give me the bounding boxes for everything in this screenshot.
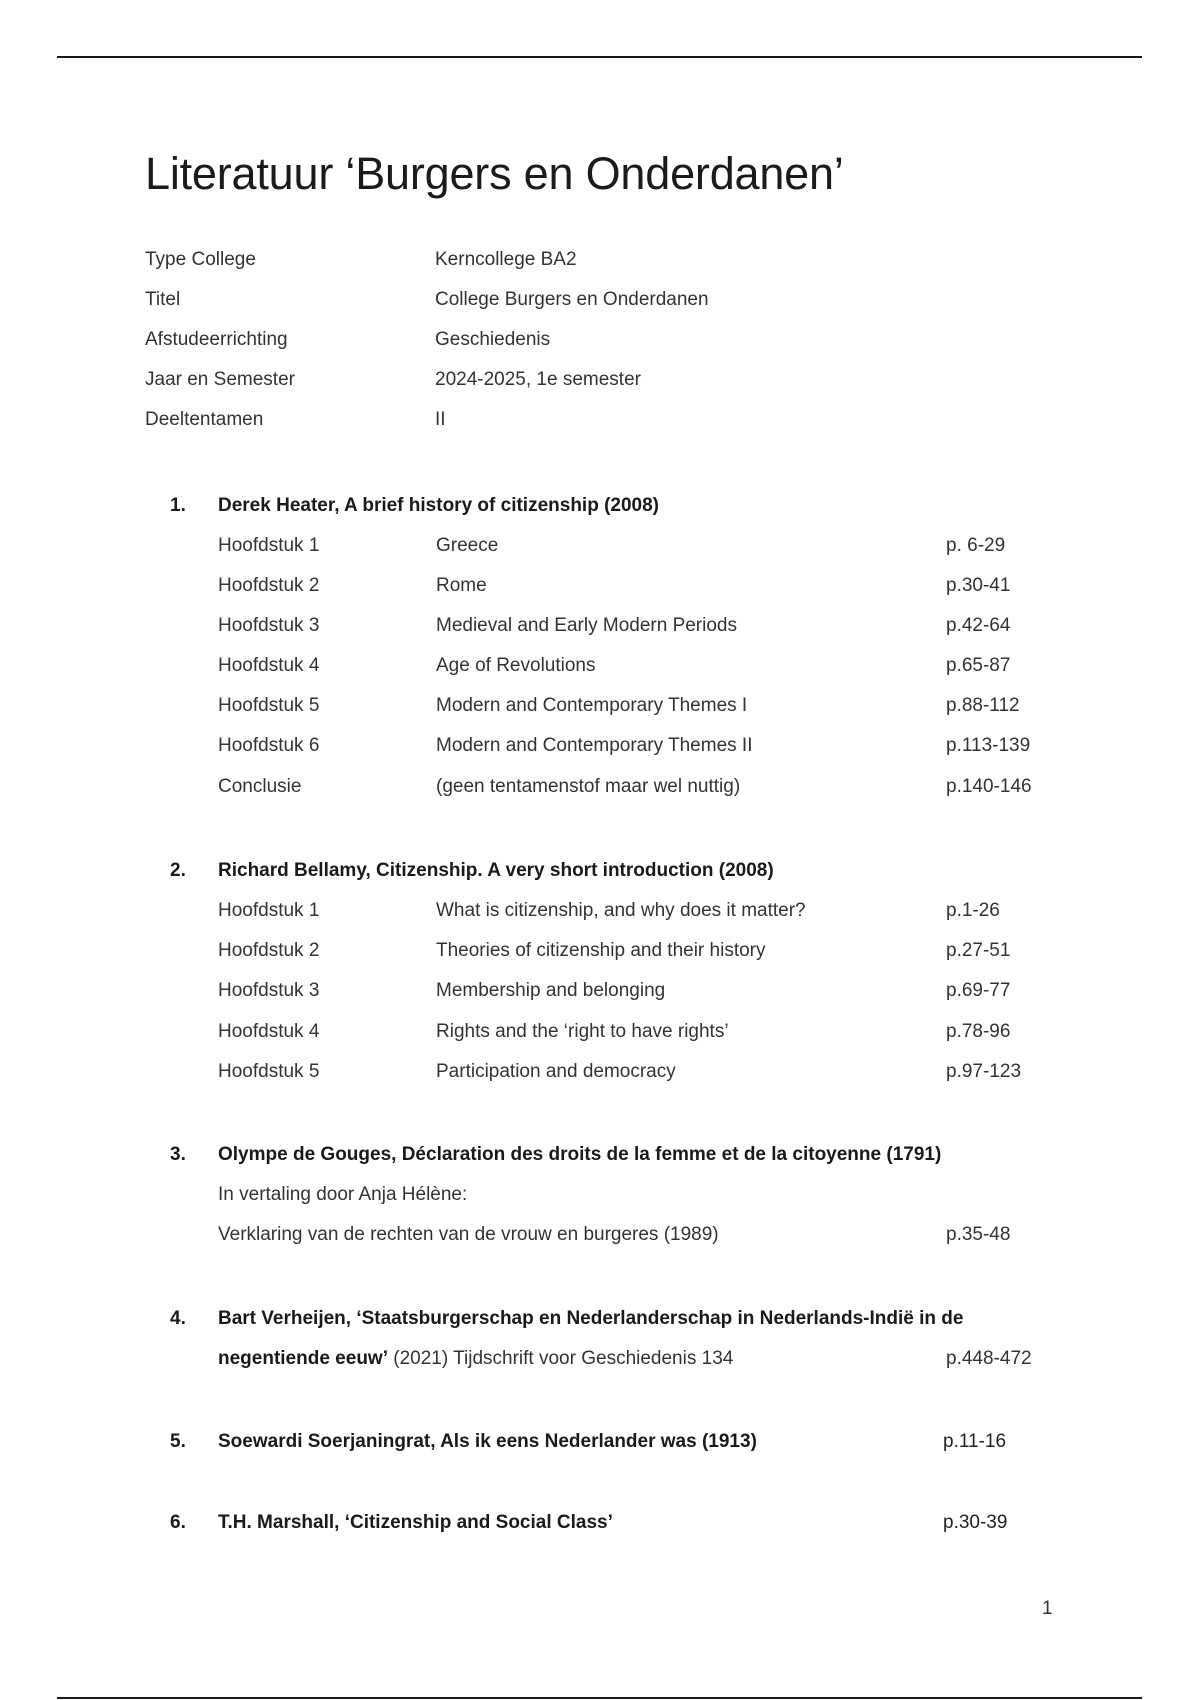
chapter-pages: p.113-139 bbox=[946, 735, 1031, 756]
info-label: Deeltentamen bbox=[145, 409, 264, 430]
chapter-row bbox=[170, 692, 1070, 732]
info-value: College Burgers en Onderdanen bbox=[435, 289, 709, 310]
chapter-row bbox=[170, 1058, 1070, 1098]
section-number: 5. bbox=[170, 1431, 186, 1452]
reading-section-3 bbox=[170, 1141, 1070, 1261]
chapter-topic: Rights and the ‘right to have rights’ bbox=[436, 1021, 729, 1042]
chapter-topic: Modern and Contemporary Themes II bbox=[436, 735, 753, 756]
info-value: 2024-2025, 1e semester bbox=[435, 369, 641, 390]
chapter-label: Hoofdstuk 3 bbox=[218, 980, 320, 1001]
chapter-topic: What is citizenship, and why does it matter? bbox=[436, 900, 806, 921]
section-heading bbox=[170, 1141, 1070, 1181]
section-number: 4. bbox=[170, 1308, 186, 1329]
info-value: II bbox=[435, 409, 446, 430]
chapter-label: Hoofdstuk 4 bbox=[218, 1021, 320, 1042]
section-heading bbox=[170, 1428, 1070, 1468]
chapter-row bbox=[170, 652, 1070, 692]
page-title: Literatuur ‘Burgers en Onderdanen’ bbox=[145, 148, 844, 199]
chapter-row bbox=[170, 773, 1070, 813]
chapter-label: Hoofdstuk 4 bbox=[218, 655, 320, 676]
info-row-year bbox=[145, 366, 709, 406]
journal-reference: (2021) Tijdschrift voor Geschiedenis 134 bbox=[387, 1348, 734, 1369]
chapter-label: Hoofdstuk 6 bbox=[218, 735, 320, 756]
chapter-topic: Membership and belonging bbox=[436, 980, 666, 1001]
chapter-label: Hoofdstuk 5 bbox=[218, 1061, 320, 1082]
chapter-pages: p. 6-29 bbox=[946, 535, 1006, 556]
chapter-label: Hoofdstuk 1 bbox=[218, 900, 320, 921]
chapter-row bbox=[170, 1018, 1070, 1058]
section-number: 3. bbox=[170, 1144, 186, 1165]
chapter-pages: p.97-123 bbox=[946, 1061, 1022, 1082]
chapter-topic: Greece bbox=[436, 535, 499, 556]
info-row-type bbox=[145, 246, 709, 286]
info-value: Geschiedenis bbox=[435, 329, 551, 350]
info-value: Kerncollege BA2 bbox=[435, 249, 577, 270]
translation-note bbox=[170, 1181, 1070, 1221]
chapter-pages: p.42-64 bbox=[946, 615, 1011, 636]
section-heading bbox=[170, 857, 1070, 897]
info-row-title bbox=[145, 286, 709, 326]
translation-title: Verklaring van de rechten van de vrouw en burgeres (1989) bbox=[218, 1224, 719, 1245]
chapter-row bbox=[170, 572, 1070, 612]
chapter-topic: (geen tentamenstof maar wel nuttig) bbox=[436, 776, 741, 797]
chapter-topic: Participation and democracy bbox=[436, 1061, 676, 1082]
chapter-topic: Rome bbox=[436, 575, 487, 596]
chapter-label: Hoofdstuk 3 bbox=[218, 615, 320, 636]
section-heading bbox=[170, 1509, 1070, 1549]
info-label: Afstudeerrichting bbox=[145, 329, 288, 350]
chapter-label: Hoofdstuk 2 bbox=[218, 940, 320, 961]
section-heading bbox=[170, 492, 1070, 532]
chapter-label: Hoofdstuk 1 bbox=[218, 535, 320, 556]
chapter-row bbox=[170, 532, 1070, 572]
reading-section-2 bbox=[170, 857, 1070, 1098]
reading-section-6 bbox=[170, 1509, 1070, 1549]
translation-row bbox=[170, 1221, 1070, 1261]
chapter-row bbox=[170, 977, 1070, 1018]
section-number: 6. bbox=[170, 1512, 186, 1533]
chapter-topic: Medieval and Early Modern Periods bbox=[436, 615, 737, 636]
section-pages: p.11-16 bbox=[943, 1431, 1007, 1452]
chapter-pages: p.78-96 bbox=[946, 1021, 1011, 1042]
reading-section-1 bbox=[170, 492, 1070, 813]
section-title-line2 bbox=[218, 1345, 946, 1385]
top-rule bbox=[57, 56, 1142, 58]
page-number: 1 bbox=[1042, 1598, 1053, 1619]
chapter-pages: p.69-77 bbox=[946, 980, 1011, 1001]
section-number: 2. bbox=[170, 860, 186, 881]
section-heading bbox=[170, 1305, 1070, 1345]
section-title: T.H. Marshall, ‘Citizenship and Social Class’ bbox=[218, 1512, 613, 1533]
chapter-pages: p.1-26 bbox=[946, 900, 1000, 921]
chapter-label: Hoofdstuk 5 bbox=[218, 695, 320, 716]
chapter-pages: p.140-146 bbox=[946, 776, 1032, 797]
title-bold-part: negentiende eeuw’ bbox=[218, 1348, 388, 1369]
section-number: 1. bbox=[170, 495, 186, 516]
chapter-pages: p.65-87 bbox=[946, 655, 1011, 676]
chapter-row bbox=[170, 612, 1070, 652]
info-label: Jaar en Semester bbox=[145, 369, 295, 390]
chapter-pages: p.27-51 bbox=[946, 940, 1011, 961]
section-pages: p.448-472 bbox=[946, 1348, 1032, 1369]
chapter-row bbox=[170, 937, 1070, 977]
reading-section-4 bbox=[170, 1305, 1070, 1385]
chapter-label: Conclusie bbox=[218, 776, 302, 797]
reading-section-5 bbox=[170, 1428, 1070, 1468]
bottom-rule bbox=[57, 1697, 1142, 1699]
info-label: Type College bbox=[145, 249, 256, 270]
section-title: Derek Heater, A brief history of citizenship (2008) bbox=[218, 495, 660, 516]
chapter-row bbox=[170, 732, 1070, 773]
info-row-track bbox=[145, 326, 709, 366]
section-title: Soewardi Soerjaningrat, Als ik eens Nederlander was (1913) bbox=[218, 1431, 757, 1452]
chapter-topic: Modern and Contemporary Themes I bbox=[436, 695, 748, 716]
section-pages: p.35-48 bbox=[946, 1224, 1011, 1245]
section-title-continuation bbox=[170, 1345, 1070, 1385]
section-title: Bart Verheijen, ‘Staatsburgerschap en Nederlanderschap in Nederlands-Indië in de bbox=[218, 1308, 964, 1329]
translation-label: In vertaling door Anja Hélène: bbox=[218, 1184, 468, 1205]
chapter-label: Hoofdstuk 2 bbox=[218, 575, 320, 596]
chapter-topic: Age of Revolutions bbox=[436, 655, 596, 676]
section-pages: p.30-39 bbox=[943, 1512, 1008, 1533]
info-row-exam bbox=[145, 406, 709, 446]
section-title: Richard Bellamy, Citizenship. A very short introduction (2008) bbox=[218, 860, 774, 881]
chapter-topic: Theories of citizenship and their history bbox=[436, 940, 766, 961]
chapter-pages: p.88-112 bbox=[946, 695, 1020, 716]
section-title: Olympe de Gouges, Déclaration des droits de la femme et de la citoyenne (1791) bbox=[218, 1144, 942, 1165]
course-info-table bbox=[145, 246, 709, 446]
info-label: Titel bbox=[145, 289, 181, 310]
chapter-pages: p.30-41 bbox=[946, 575, 1011, 596]
chapter-row bbox=[170, 897, 1070, 937]
